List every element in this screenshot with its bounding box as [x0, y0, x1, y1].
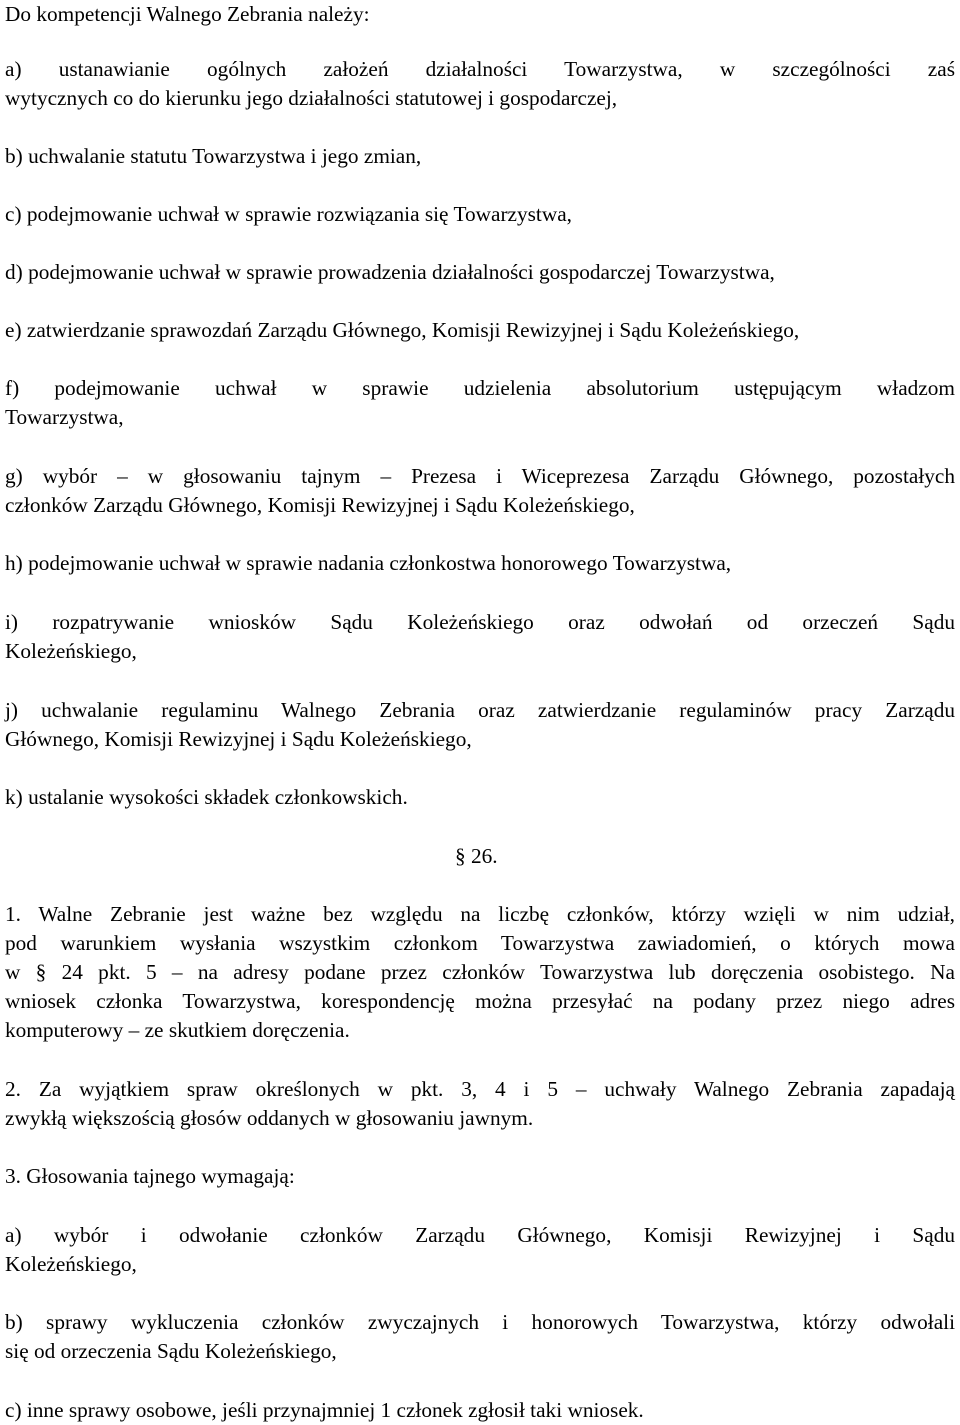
item-g-line-2: członków Zarządu Głównego, Komisji Rewizyjnej i Sądu Koleżeńskiego, — [5, 493, 635, 517]
section-heading: § 26. — [455, 844, 498, 868]
para-1-line-2: pod warunkiem wysłania wszystkim członkom Towarzystwa zawiadomień, o których mowa — [5, 931, 955, 955]
para-2-line-1: 2. Za wyjątkiem spraw określonych w pkt. 3, 4 i 5 – uchwały Walnego Zebrania zapadają — [5, 1077, 955, 1101]
para-1-line-3: w § 24 pkt. 5 – na adresy podane przez członków Towarzystwa lub doręczenia osobistego. Na — [5, 960, 955, 984]
para-1-line-1: 1. Walne Zebranie jest ważne bez względu na liczbę członków, którzy wzięli w nim udział, — [5, 902, 955, 926]
para-3-item-b-line-1: b) sprawy wykluczenia członków zwyczajnych i honorowych Towarzystwa, którzy odwołali — [5, 1310, 955, 1334]
item-a-line-2: wytycznych co do kierunku jego działalności statutowej i gospodarczej, — [5, 86, 618, 110]
item-i-line-2: Koleżeńskiego, — [5, 639, 137, 663]
item-j-line-2: Głównego, Komisji Rewizyjnej i Sądu Koleżeńskiego, — [5, 727, 472, 751]
item-j-line-1: j) uchwalanie regulaminu Walnego Zebrania oraz zatwierdzanie regulaminów pracy Zarządu — [5, 698, 955, 722]
item-k: k) ustalanie wysokości składek członkowskich. — [5, 785, 408, 809]
item-b: b) uchwalanie statutu Towarzystwa i jego zmian, — [5, 144, 422, 168]
para-1-line-4: wniosek członka Towarzystwa, korespondencję można przesyłać na podany przez niego adres — [5, 989, 955, 1013]
item-e: e) zatwierdzanie sprawozdań Zarządu Głównego, Komisji Rewizyjnej i Sądu Koleżeńskiego, — [5, 318, 800, 342]
item-i-line-1: i) rozpatrywanie wniosków Sądu Koleżeńskiego oraz odwołań od orzeczeń Sądu — [5, 610, 955, 634]
item-a-line-1: a) ustanawianie ogólnych założeń działalności Towarzystwa, w szczególności zaś — [5, 57, 955, 81]
item-f-line-1: f) podejmowanie uchwał w sprawie udzielenia absolutorium ustępującym władzom — [5, 376, 955, 400]
para-3-item-c: c) inne sprawy osobowe, jeśli przynajmniej 1 członek zgłosił taki wniosek. — [5, 1398, 644, 1422]
para-1-line-5: komputerowy – ze skutkiem doręczenia. — [5, 1018, 350, 1042]
item-h: h) podejmowanie uchwał w sprawie nadania członkostwa honorowego Towarzystwa, — [5, 551, 732, 575]
para-2-line-2: zwykłą większością głosów oddanych w głosowaniu jawnym. — [5, 1106, 534, 1130]
item-g-line-1: g) wybór – w głosowaniu tajnym – Prezesa i Wiceprezesa Zarządu Głównego, pozostałych — [5, 464, 955, 488]
para-3-item-a-line-2: Koleżeńskiego, — [5, 1252, 137, 1276]
para-3-item-b-line-2: się od orzeczenia Sądu Koleżeńskiego, — [5, 1339, 337, 1363]
intro-text: Do kompetencji Walnego Zebrania należy: — [5, 2, 370, 26]
item-d: d) podejmowanie uchwał w sprawie prowadzenia działalności gospodarczej Towarzystwa, — [5, 260, 775, 284]
item-c: c) podejmowanie uchwał w sprawie rozwiązania się Towarzystwa, — [5, 202, 572, 226]
para-3-intro: 3. Głosowania tajnego wymagają: — [5, 1164, 295, 1188]
para-3-item-a-line-1: a) wybór i odwołanie członków Zarządu Głównego, Komisji Rewizyjnej i Sądu — [5, 1223, 955, 1247]
item-f-line-2: Towarzystwa, — [5, 405, 124, 429]
